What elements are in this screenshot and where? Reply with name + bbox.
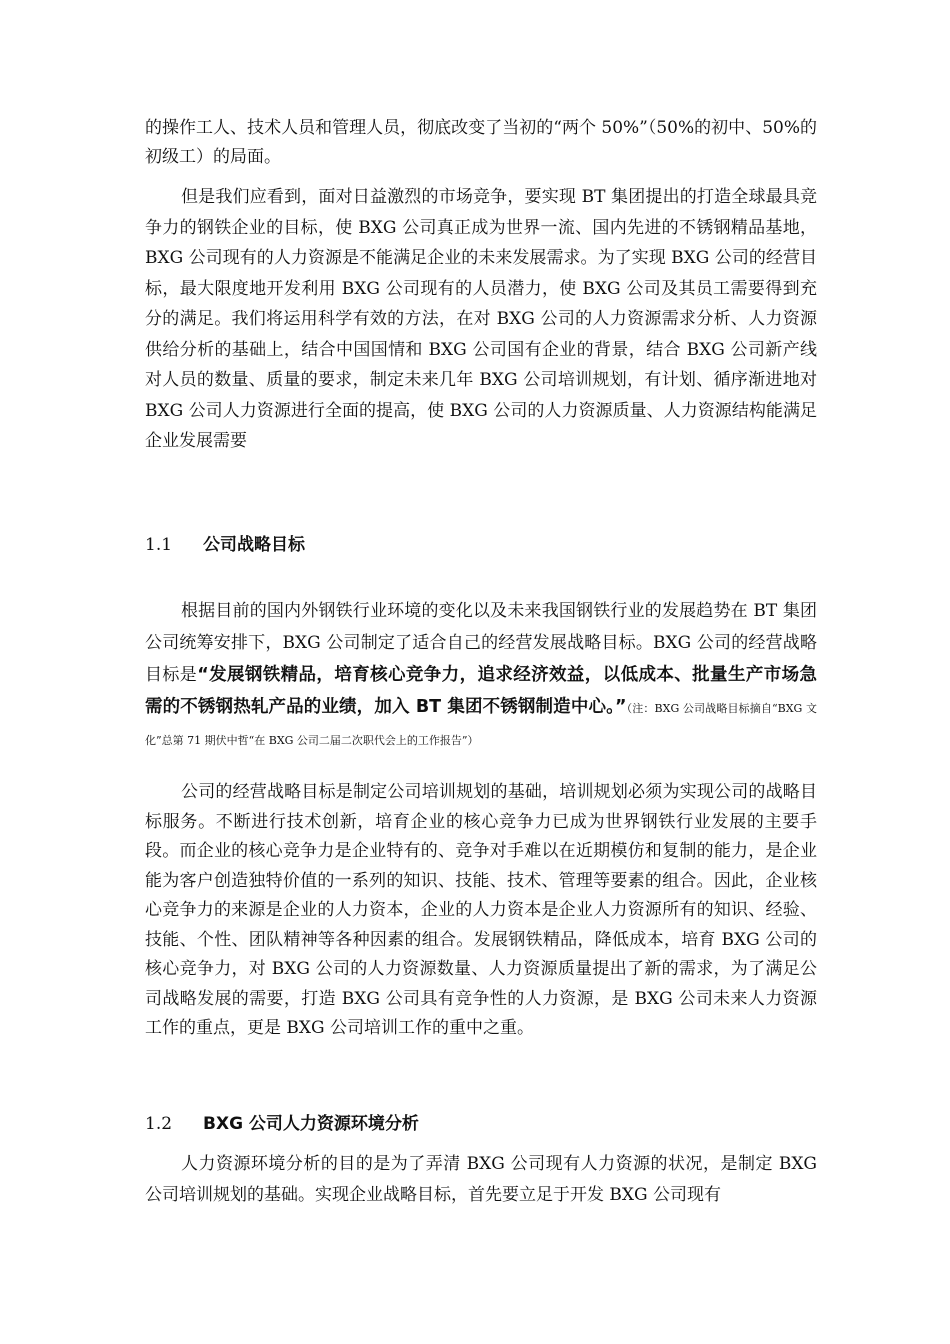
strategy-goal-statement: “发展钢铁精品，培育核心竞争力，追求经济效益，以低成本、批量生产市场急需的不锈钢热轧产品的业绩，加入 BT 集团不锈钢制造中心。” xyxy=(145,665,818,717)
paragraph-core-competence: 公司的经营战略目标是制定公司培训规划的基础，培训规划必须为实现公司的战略目标服务。不断进行技术创新，培育企业的核心竞争力已成为世界钢铁行业发展的主要手段。而企业的核心竞争力是企业特有的、竞争对手难以在近期模仿和复制的能力，是企业能为客户创造独特价值的一系列的知识、技能、技术、管理等要素的组合。因此，企业核心竞争力的来源是企业的人力资本，企业的人力资本是企业人力资源所有的知识、经验、技能、个性、团队精神等各种因素的组合。发展钢铁精品，降低成本，培育 BXG 公司的核心竞争力，对 BXG 公司的人力资源数量、人力资源质量提出了新的需求，为了满足公司战略发展的需要，打造 BXG 公司具有竞争性的人力资源，是 BXG 公司未来人力资源工作的重点，更是 BXG 公司培训工作的重中之重。 xyxy=(145,782,817,1038)
section-number: 1.1 xyxy=(145,535,173,555)
paragraph-strategy-goal xyxy=(145,595,817,755)
source-note: （注：BXG 公司战略目标摘自“BXG 文化”总第 71 期伏中哲“在 BXG 公司二届二次职代会上的工作报告”） xyxy=(145,702,817,747)
section-title: 公司战略目标 xyxy=(203,535,305,555)
paragraph-continuation: 的操作工人、技术人员和管理人员，彻底改变了当初的“两个 50%”（50%的初中、50%的初级工）的局面。 xyxy=(145,118,817,167)
section-heading-1-2 xyxy=(145,1109,419,1134)
section-title: BXG 公司人力资源环境分析 xyxy=(203,1114,419,1134)
paragraph-hr-environment: 人力资源环境分析的目的是为了弄清 BXG 公司现有人力资源的状况，是制定 BXG 公司培训规划的基础。实现企业战略目标，首先要立足于开发 BXG 公司现有 xyxy=(145,1154,817,1205)
section-number: 1.2 xyxy=(145,1114,173,1134)
strategy-intro-text: 根据目前的国内外钢铁行业环境的变化以及未来我国钢铁行业的发展趋势在 BT 集团公司统筹安排下，BXG 公司制定了适合自己的经营发展战略目标。BXG 公司的经营战略目标是 xyxy=(145,601,817,685)
section-heading-1-1 xyxy=(145,530,305,555)
paragraph-competition: 但是我们应看到，面对日益激烈的市场竞争，要实现 BT 集团提出的打造全球最具竞争力的钢铁企业的目标，使 BXG 公司真正成为世界一流、国内先进的不锈钢精品基地，BXG 公司现有的人力资源是不能满足企业的未来发展需求。为了实现 BXG 公司的经营目标，最大限度地开发利用 BXG 公司现有的人员潜力，使 BXG 公司及其员工需要得到充分的满足。我们将运用科学有效的方法，在对 BXG 公司的人力资源需求分析、人力资源供给分析的基础上，结合中国国情和 BXG 公司国有企业的背景，结合 BXG 公司新产线对人员的数量、质量的要求，制定未来几年 BXG 公司培训规划，有计划、循序渐进地对 BXG 公司人力资源进行全面的提高，使 BXG 公司的人力资源质量、人力资源结构能满足企业发展需要 xyxy=(145,187,817,451)
